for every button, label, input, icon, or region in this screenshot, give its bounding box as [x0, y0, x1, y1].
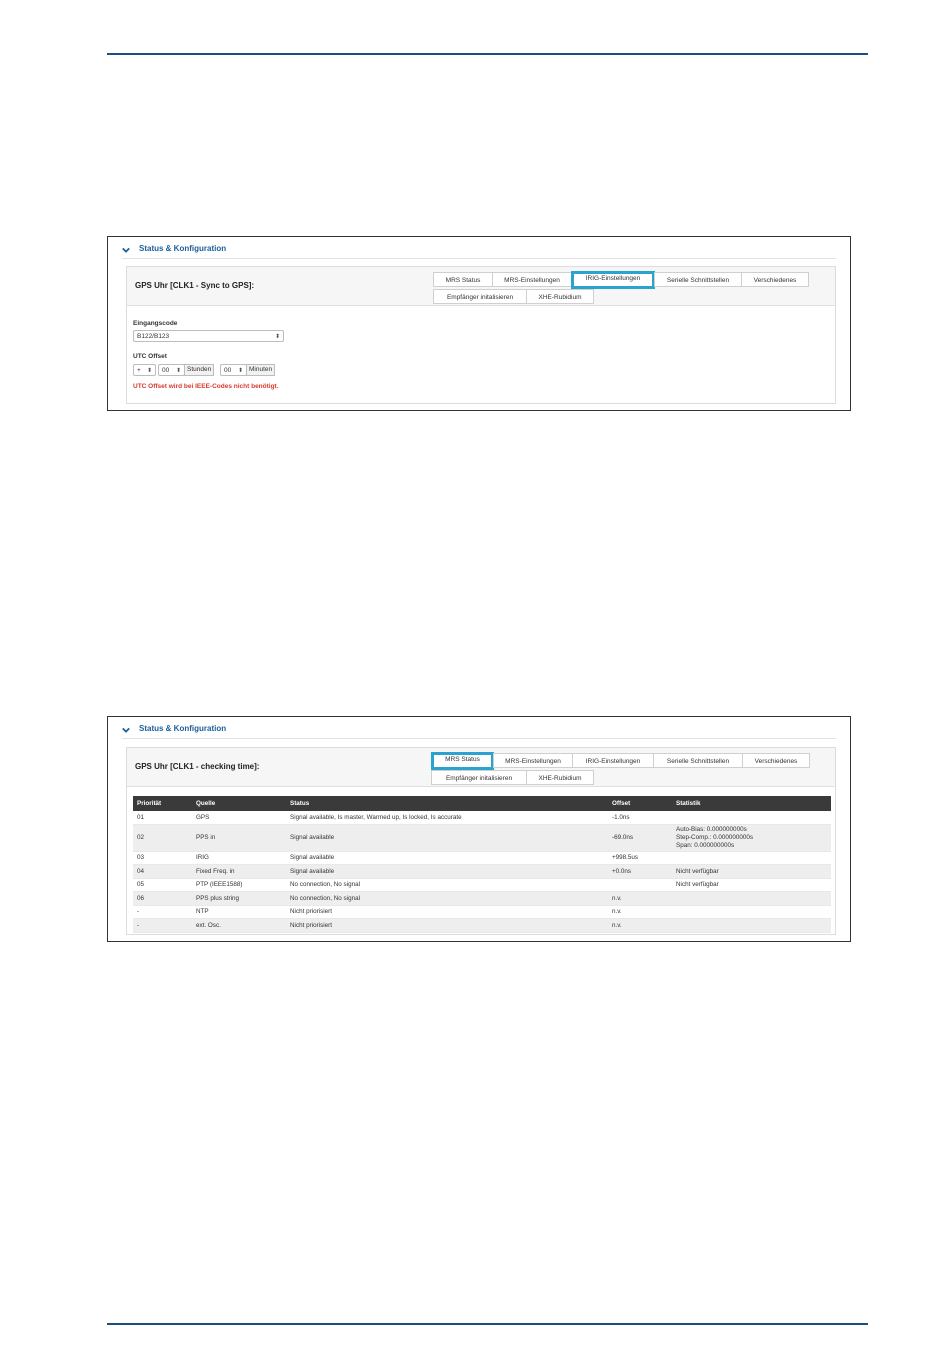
column-header-prioritaet: Priorität: [133, 796, 192, 811]
statistic-line: Span: 0.000000000s: [676, 841, 735, 849]
utc-minutes-select[interactable]: [220, 364, 247, 376]
cell-offset: n.v.: [608, 892, 672, 906]
utc-offset-warning: UTC Offset wird bei IEEE-Codes nicht benötigt.: [133, 383, 279, 390]
utc-minutes-value: 00: [224, 367, 232, 374]
cell-quelle: NTP: [192, 905, 286, 919]
cell-status: Signal available: [286, 824, 608, 851]
cell-status: Signal available, Is master, Warmed up, Is locked, Is accurate: [286, 811, 608, 824]
cell-statistik: [672, 892, 831, 906]
cell-prioritaet: -: [133, 919, 192, 933]
cell-statistik: [672, 905, 831, 919]
tab-verschiedenes[interactable]: Verschiedenes: [742, 753, 810, 768]
cell-offset: -69.0ns: [608, 824, 672, 851]
panel-header: [127, 748, 835, 787]
utc-hours-select[interactable]: [158, 364, 185, 376]
panel-header: [127, 267, 835, 306]
cell-statistik: Nicht verfügbar: [672, 878, 831, 892]
cell-prioritaet: -: [133, 905, 192, 919]
section-header[interactable]: [122, 723, 836, 739]
tab-serielle-schnittstellen[interactable]: Serielle Schnittstellen: [654, 272, 742, 287]
cell-quelle: PPS in: [192, 824, 286, 851]
cell-quelle: ext. Osc.: [192, 919, 286, 933]
tab-verschiedenes[interactable]: Verschiedenes: [741, 272, 809, 287]
chevron-down-icon[interactable]: [122, 246, 130, 254]
cell-offset: +0.0ns: [608, 865, 672, 879]
cell-status: Signal available: [286, 865, 608, 879]
reference-status-table: [133, 796, 831, 933]
tab-empfaenger-initialisieren[interactable]: Empfänger initalisieren: [431, 770, 527, 785]
table-row: [133, 824, 831, 851]
utc-hours-value: 00: [162, 367, 170, 374]
eingangscode-value: B122/B123: [137, 333, 170, 340]
table-body: [133, 811, 831, 932]
utc-sign-value: +: [137, 367, 141, 374]
cell-statistik: [672, 824, 831, 851]
table-row: [133, 878, 831, 892]
tab-mrs-status[interactable]: MRS Status: [431, 752, 494, 770]
table-header-row: [133, 796, 831, 811]
cell-quelle: Fixed Freq. in: [192, 865, 286, 879]
cell-status: Signal available: [286, 851, 608, 865]
tab-mrs-einstellungen[interactable]: MRS-Einstellungen: [492, 272, 572, 287]
panel-title: GPS Uhr [CLK1 - Sync to GPS]:: [135, 281, 255, 290]
statistic-line: Auto-Bias: 0.000000000s: [676, 825, 747, 833]
page-header-rule: [107, 53, 868, 55]
eingangscode-select[interactable]: [133, 330, 284, 342]
tab-xhe-rubidium[interactable]: XHE-Rubidium: [526, 289, 594, 304]
cell-prioritaet: 03: [133, 851, 192, 865]
section-title: Status & Konfiguration: [139, 724, 227, 733]
cell-statistik: [672, 851, 831, 865]
table-row: [133, 919, 831, 933]
tab-xhe-rubidium[interactable]: XHE-Rubidium: [526, 770, 594, 785]
cell-status: No connection, No signal: [286, 878, 608, 892]
table-row: [133, 811, 831, 824]
cell-offset: n.v.: [608, 905, 672, 919]
cell-quelle: PTP (IEEE1588): [192, 878, 286, 892]
utc-sign-select[interactable]: [133, 364, 156, 376]
clock-panel: [126, 266, 836, 404]
table-row: [133, 892, 831, 906]
cell-quelle: PPS plus string: [192, 892, 286, 906]
cell-prioritaet: 04: [133, 865, 192, 879]
page-footer-rule: [107, 1323, 868, 1325]
cell-prioritaet: 02: [133, 824, 192, 851]
eingangscode-label: Eingangscode: [133, 320, 178, 327]
cell-statistik: [672, 919, 831, 933]
cell-status: Nicht priorisiert: [286, 919, 608, 933]
column-header-offset: Offset: [608, 796, 672, 811]
clock-panel: [126, 747, 836, 935]
screenshot-irig-settings: [107, 236, 851, 411]
tab-empfaenger-initialisieren[interactable]: Empfänger initalisieren: [433, 289, 527, 304]
cell-offset: n.v.: [608, 919, 672, 933]
panel-title: GPS Uhr [CLK1 - checking time]:: [135, 762, 260, 771]
updown-arrow-icon: ⬍: [274, 334, 280, 340]
screenshot-mrs-status: [107, 716, 851, 942]
cell-prioritaet: 01: [133, 811, 192, 824]
column-header-statistik: Statistik: [672, 796, 831, 811]
tab-mrs-status[interactable]: MRS Status: [433, 272, 493, 287]
tab-irig-einstellungen[interactable]: IRIG-Einstellungen: [571, 271, 655, 289]
cell-prioritaet: 05: [133, 878, 192, 892]
updown-arrow-icon: ⬍: [146, 368, 152, 374]
chevron-down-icon[interactable]: [122, 726, 130, 734]
cell-prioritaet: 06: [133, 892, 192, 906]
column-header-quelle: Quelle: [192, 796, 286, 811]
updown-arrow-icon: ⬍: [175, 368, 181, 374]
table-row: [133, 865, 831, 879]
cell-statistik: [672, 811, 831, 824]
updown-arrow-icon: ⬍: [237, 368, 243, 374]
cell-status: No connection, No signal: [286, 892, 608, 906]
section-header[interactable]: [122, 243, 836, 259]
cell-offset: +998.5us: [608, 851, 672, 865]
cell-status: Nicht priorisiert: [286, 905, 608, 919]
cell-statistik: Nicht verfügbar: [672, 865, 831, 879]
tab-mrs-einstellungen[interactable]: MRS-Einstellungen: [493, 753, 573, 768]
tab-serielle-schnittstellen[interactable]: Serielle Schnittstellen: [653, 753, 743, 768]
utc-hours-unit: Stunden: [184, 364, 214, 376]
table-row: [133, 905, 831, 919]
utc-minutes-unit: Minuten: [246, 364, 275, 376]
cell-quelle: IRIG: [192, 851, 286, 865]
utc-offset-label: UTC Offset: [133, 353, 167, 360]
table-row: [133, 851, 831, 865]
column-header-status: Status: [286, 796, 608, 811]
tab-irig-einstellungen[interactable]: IRIG-Einstellungen: [572, 753, 654, 768]
section-title: Status & Konfiguration: [139, 244, 227, 253]
statistic-line: Step-Comp.: 0.000000000s: [676, 833, 754, 841]
cell-offset: -1.0ns: [608, 811, 672, 824]
cell-quelle: GPS: [192, 811, 286, 824]
cell-offset: [608, 878, 672, 892]
